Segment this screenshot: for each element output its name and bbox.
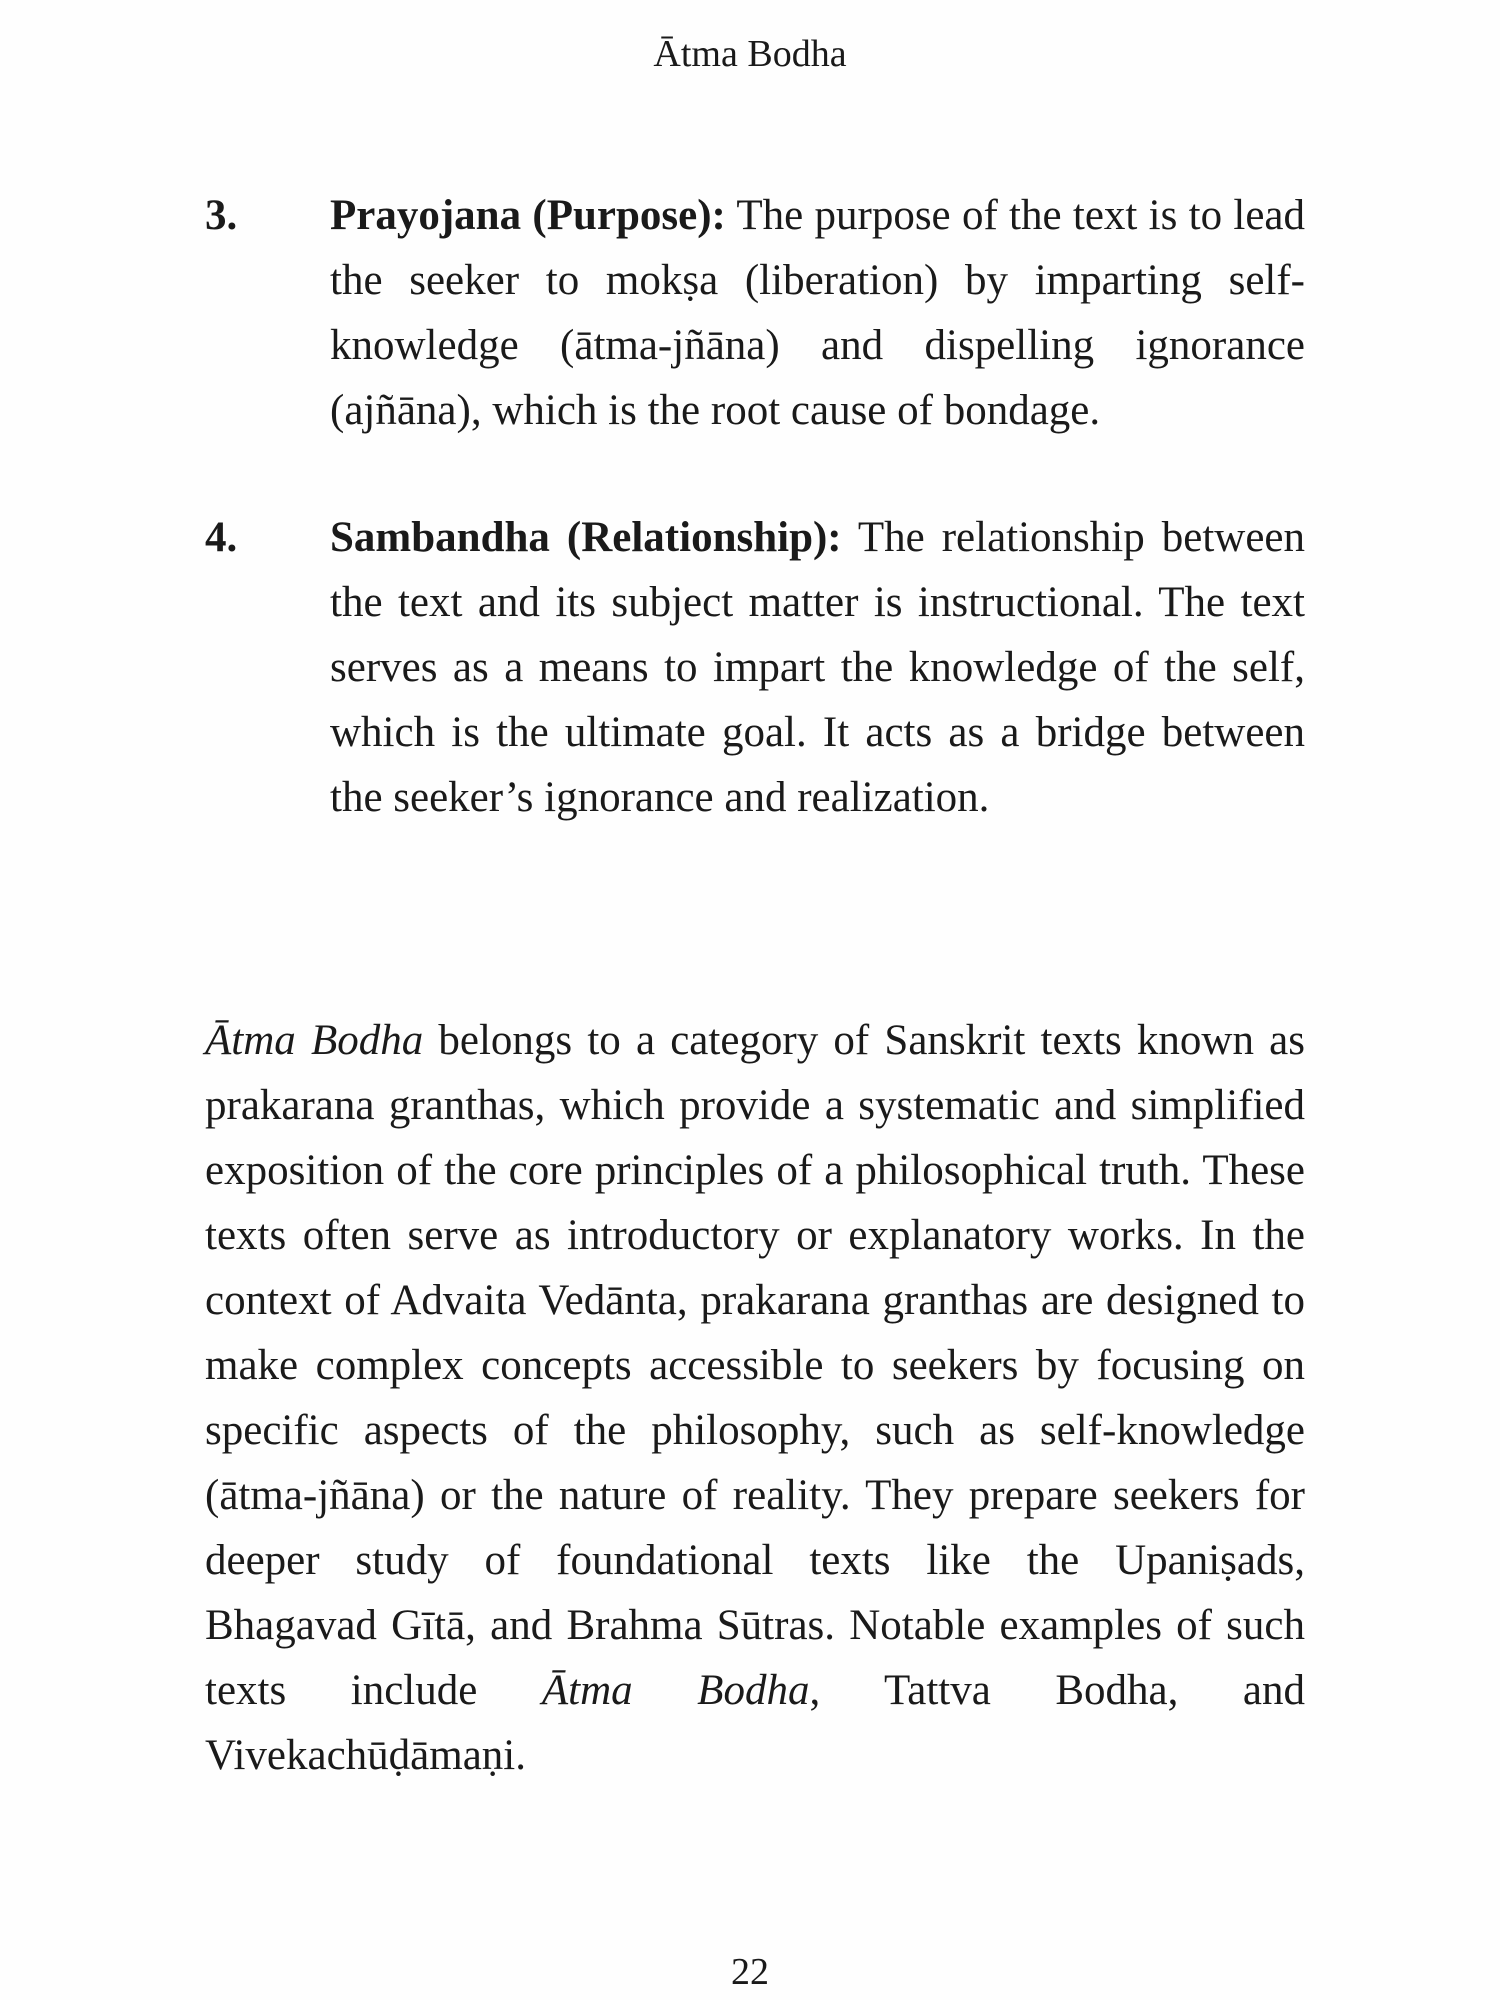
paragraph-text-1: belongs to a category of Sanskrit texts known as prakarana granthas, which provide a systematic and simplified exposition of the core principles of a philosophical truth. These texts often serve as introductory or explanatory works. In the context of Advaita Vedānta, prakarana granthas are designed to make complex concepts accessible to seekers by focusing on specific aspects of the philosophy, such as self-knowledge (ātma-jñāna) or the nature of reality. They prepare seekers for deeper study of foundational texts like the Upaniṣads, Bhagavad Gītā, and Brahma Sūtras. Notable examples of such texts include <box>205 1017 1305 1714</box>
paragraph-text-2: , Tattva Bodha, and Vivekachūḍāmaṇi. <box>205 1667 1305 1779</box>
list-item-term: Prayojana (Purpose): <box>330 192 726 239</box>
paragraph-example-title: Ātma Bodha <box>541 1667 810 1714</box>
list-item-term: Sambandha (Relationship): <box>330 514 842 561</box>
list-item-number: 4. <box>205 514 238 561</box>
body-paragraph <box>205 1008 1305 1788</box>
page-number: 22 <box>731 1951 769 1993</box>
list-item-text: The purpose of the text is to lead the seeker to mokṣa (liberation) by imparting self-knowledge (ātma-jñāna) and dispelling ignorance (ajñāna), which is the root cause of bondage. <box>330 192 1305 434</box>
numbered-list <box>205 183 1305 892</box>
list-item <box>205 505 1305 830</box>
paragraph-title: Ātma Bodha <box>205 1017 424 1064</box>
running-head: Ātma Bodha <box>653 33 847 75</box>
list-item-number: 3. <box>205 192 238 239</box>
list-item <box>205 183 1305 443</box>
list-item-text: The relationship between the text and its subject matter is instructional. The text serves as a means to impart the knowledge of the self, which is the ultimate goal. It acts as a bridge between the seeker’s ignorance and realization. <box>330 514 1305 821</box>
